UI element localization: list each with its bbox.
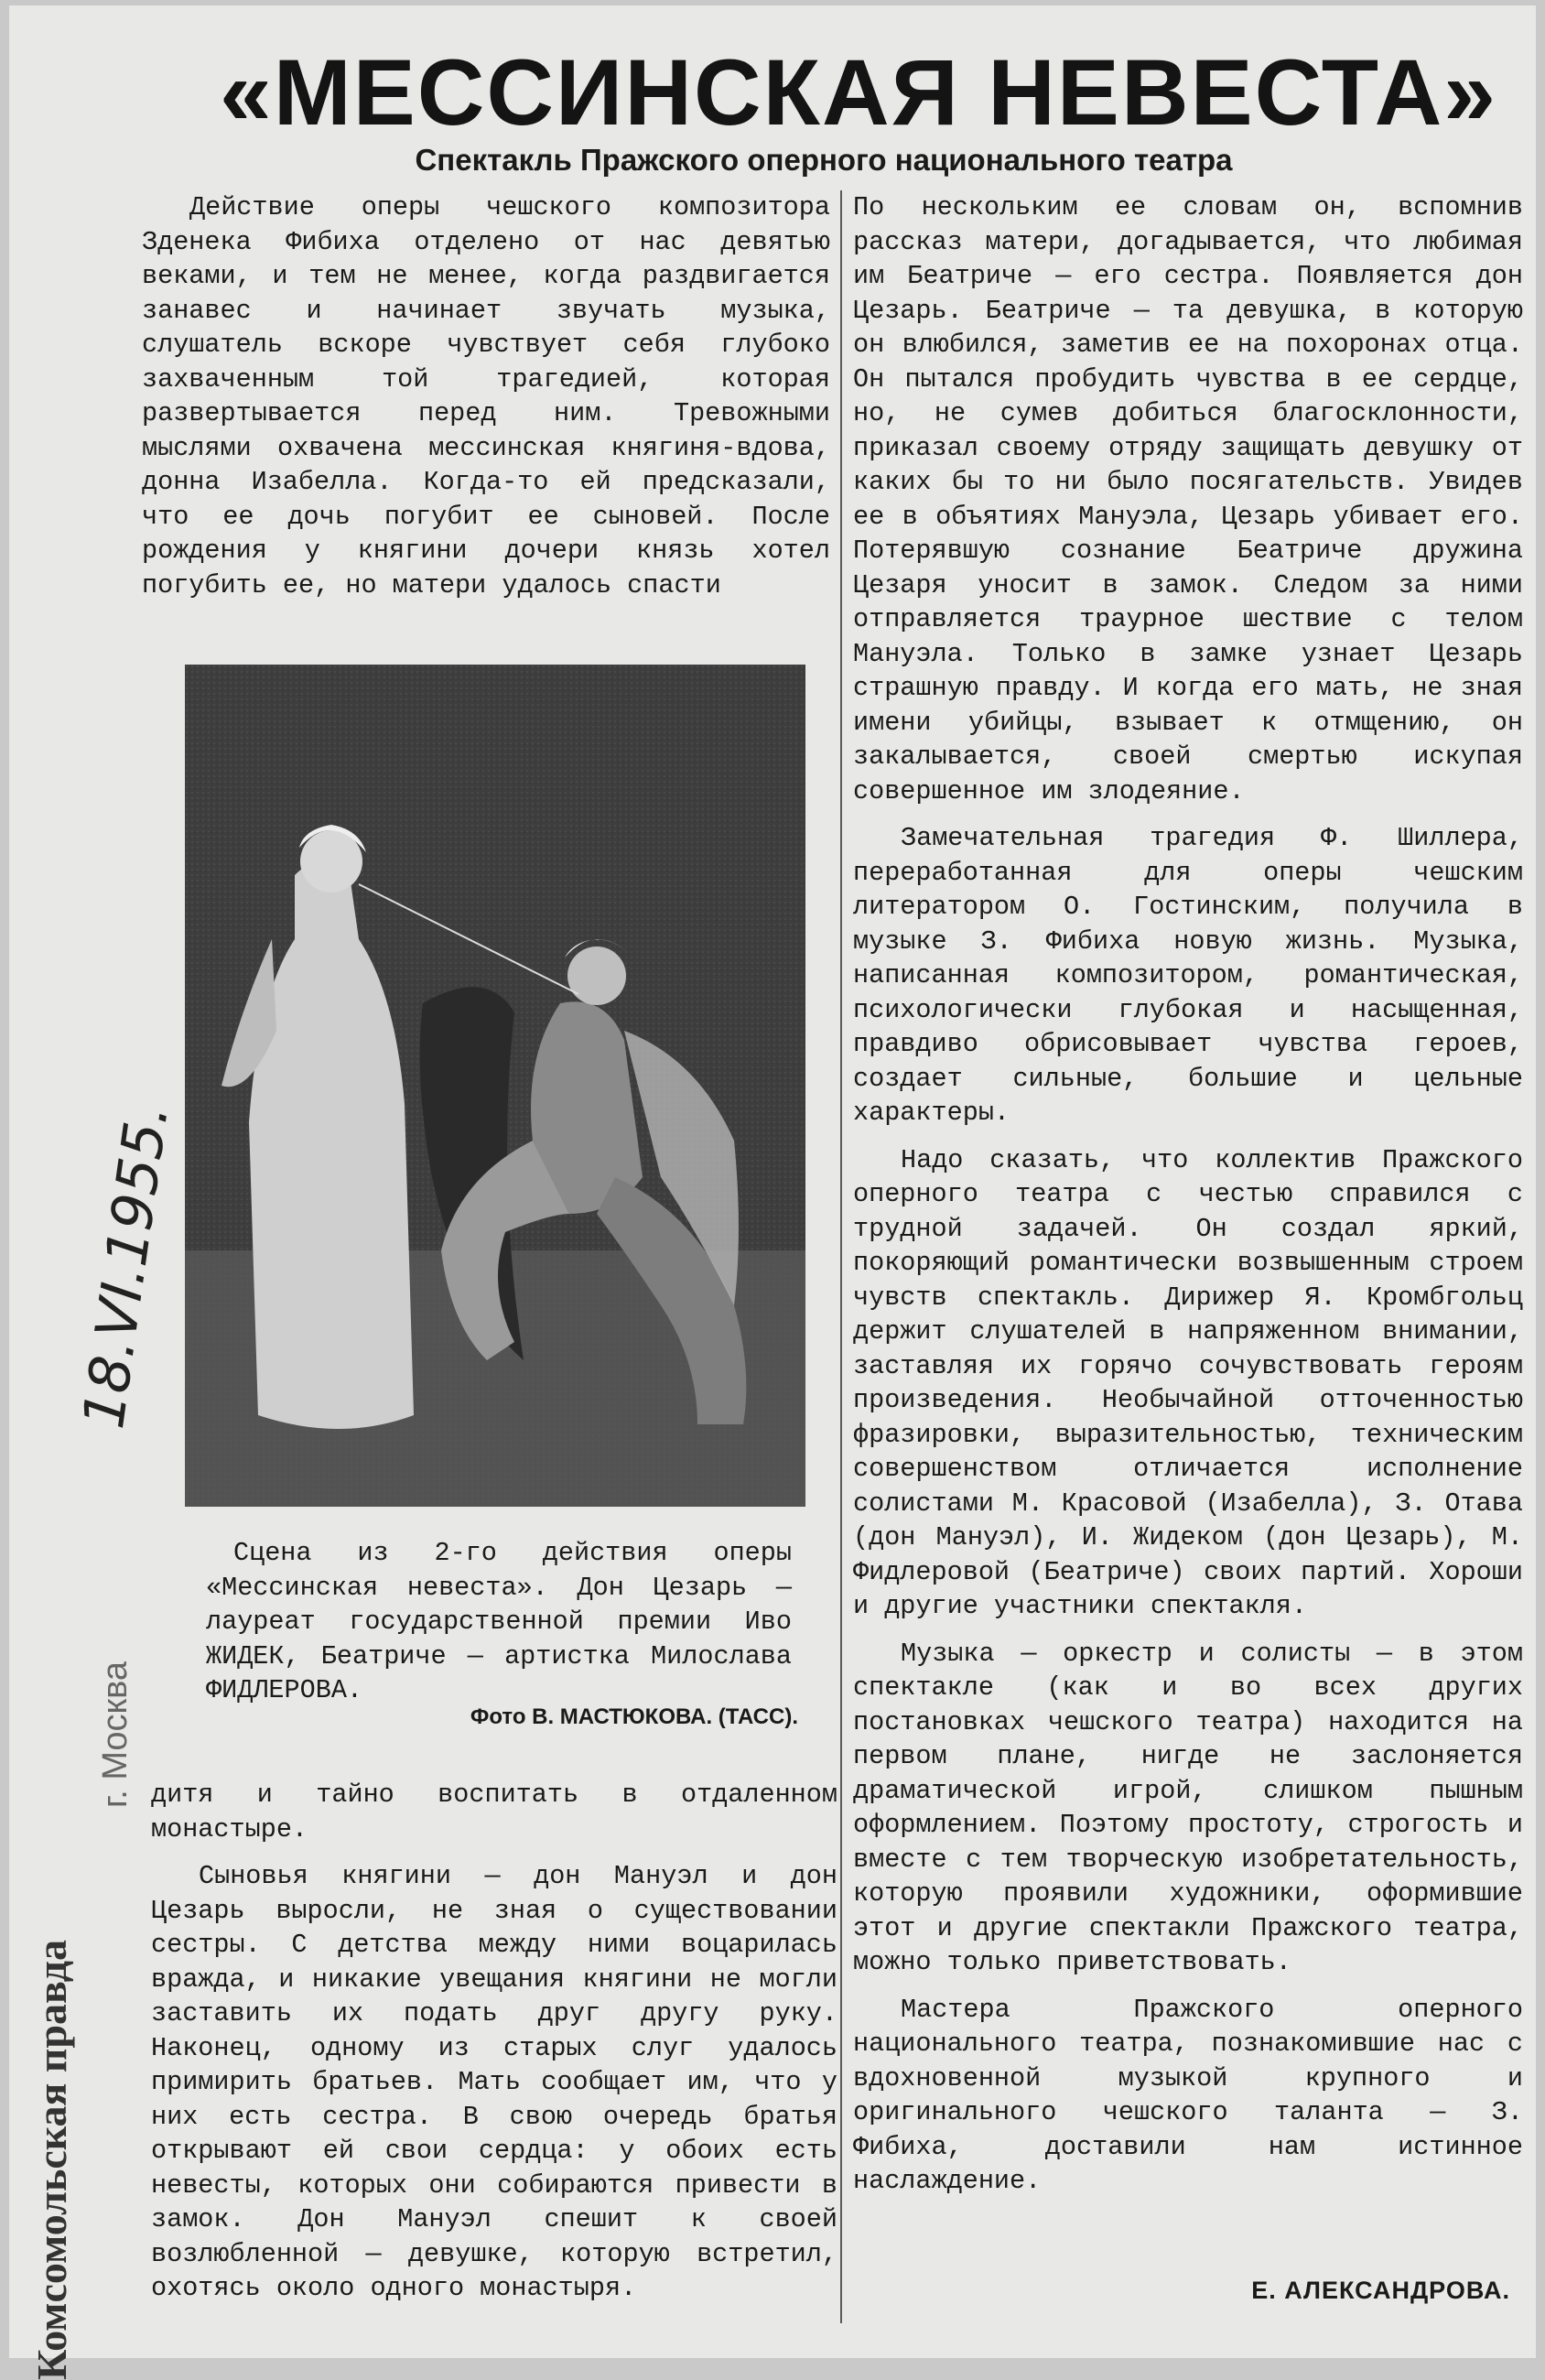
photo-credit: Фото В. МАСТЮКОВА. (ТАСС). xyxy=(470,1704,798,1729)
newspaper-clipping xyxy=(9,5,1536,2358)
margin-handwritten-date: 18.VI.1955. xyxy=(70,1099,181,1433)
photo-illustration xyxy=(185,665,805,1507)
column-left-bottom xyxy=(151,1778,837,2327)
margin-newspaper-name: Комсомольская правда xyxy=(28,1940,75,2380)
article-subtitle: Спектакль Пражского оперного национального театра xyxy=(415,143,1233,177)
paragraph: дитя и тайно воспитать в отдаленном монастыре. xyxy=(151,1780,837,1844)
photo-opera-scene xyxy=(185,665,805,1507)
column-divider xyxy=(840,190,842,2323)
paragraph: Действие оперы чешского композитора Зденека Фибиха отделено от нас девятью веками, и тем не менее, когда раздвигается занавес и начинает звучать музыка, слушатель вскоре чувствует себя глубоко захваченным той трагедией, которая развертывается перед ним. Тревожными мыслями охвачена мессинская княгиня-вдова, донна Изабелла. Когда-то ей предсказали, что ее дочь погубит ее сыновей. После рождения у княгини дочери князь хотел погубить ее, но матери удалось спасти xyxy=(142,192,830,600)
paragraph: Надо сказать, что коллектив Пражского оперного театра с честью справился с трудной задачей. Он создал яркий, покоряющий романтически возвышенным строем чувств спектакль. Дирижер Я. Кромбгольц держит слушателей в напряженном внимании, заставляя их горячо сочувствовать героям произведения. Необычайной отточенностью фразировки, выразительностью, техническим совершенством отличается исполнение солистами М. Красовой (Изабелла), З. Отава (дон Мануэл), И. Жидеком (дон Цезарь), М. Фидлеровой (Беатриче) своих партий. Хороши и другие участники спектакля. xyxy=(853,1144,1523,1621)
paragraph: По нескольким ее словам он, вспомнив рассказ матери, догадывается, что любимая им Беатриче — его сестра. Появляется дон Цезарь. Беатриче — та девушка, в которую он влюбился, заметив ее на похоронах отца. Он пытался пробудить чувства в ее сердце, но, не сумев добиться благосклонности, приказал своему отряду защищать девушку от каких бы то ни было посягательств. Увидев ее в объятиях Мануэла, Цезарь убивает его. Потерявшую сознание Беатриче дружина Цезаря уносит в замок. Следом за ними отправляется траурное шествие с телом Мануэла. Только в замке узнает Цезарь страшную правду. И когда его мать, не зная имени убийцы, взывает к отмщению, он закалывается, своей смертью искупая совершенное им злодеяние. xyxy=(853,192,1523,806)
paragraph: Мастера Пражского оперного национального театра, познакомившие нас с вдохновенной музыкой крупного и оригинального чешского таланта — З. Фибиха, доставили нам истинное наслаждение. xyxy=(853,1994,1523,2196)
column-left-top xyxy=(142,190,830,616)
column-right xyxy=(853,190,1523,2241)
paragraph: Замечательная трагедия Ф. Шиллера, переработанная для оперы чешским литератором О. Гостинским, получила в музыке З. Фибиха новую жизнь. Музыка, написанная композитором, романтическая, психологически глубокая и насыщенная, правдиво обрисовывает чувства героев, создает сильные, большие и цельные характеры. xyxy=(853,823,1523,1128)
article-title: «МЕССИНСКАЯ НЕВЕСТА» xyxy=(220,40,1498,145)
article-author: Е. АЛЕКСАНДРОВА. xyxy=(1251,2277,1510,2304)
paragraph: Музыка — оркестр и солисты — в этом спектакле (как и во всех других постановках чешского театра) находится на первом плане, нигде не заслоняется драматической игрой, слишком пышным оформлением. Поэтому простоту, строгость и вместе с тем творческую изобретательность, которую проявили художники, оформившие этот и другие спектакли Пражского театра, можно только приветствовать. xyxy=(853,1638,1523,1977)
margin-city: г. Москва xyxy=(96,1661,135,1808)
paragraph: Сыновья княгини — дон Мануэл и дон Цезарь выросли, не зная о существовании сестры. С детства между ними воцарилась вражда, и никакие увещания княгини не могли заставить их подать друг другу руку. Наконец, одному из старых слуг удалось примирить братьев. Мать сообщает им, что у них есть сестра. В свою очередь братья открывают ей свои сердца: у обоих есть невесты, которых они собираются привести в замок. Дон Мануэл спешит к своей возлюбленной — девушке, которую встретил, охотясь около одного монастыря. xyxy=(151,1861,837,2303)
photo-caption: Сцена из 2-го действия оперы «Мессинская невеста». Дон Цезарь — лауреат государственной премии Иво ЖИДЕК, Беатриче — артистка Милослава ФИДЛЕРОВА. xyxy=(206,1538,792,1705)
